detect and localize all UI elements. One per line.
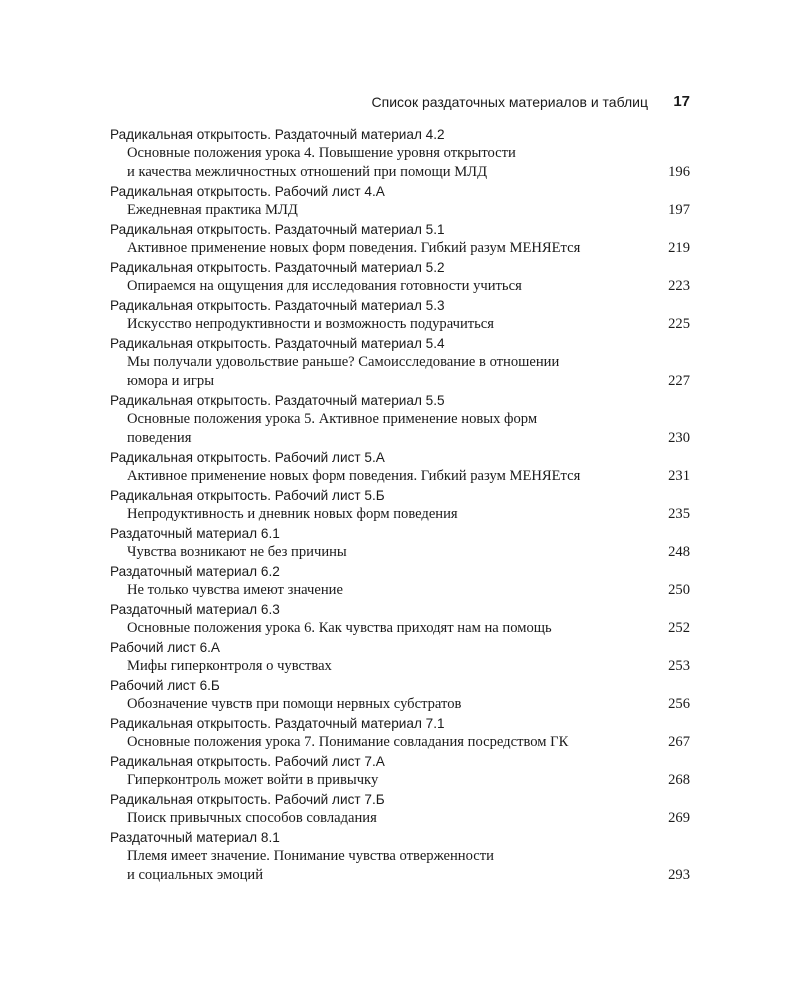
toc-entry-page: 219 xyxy=(668,240,690,256)
toc-entry-title-line: Активное применение новых форм поведения. Гибкий разум МЕНЯЕтся xyxy=(127,468,581,484)
toc-entry-heading: Радикальная открытость. Раздаточный материал 7.1 xyxy=(110,716,445,731)
toc-entry-title-line: юмора и игры xyxy=(127,373,215,389)
toc-entry xyxy=(110,790,690,828)
toc-entry-title xyxy=(127,543,646,562)
toc-entry-title-line: и социальных эмоций xyxy=(127,867,264,883)
toc-entry-title-line: Племя имеет значение. Понимание чувства отверженности xyxy=(127,848,494,864)
toc-entry-heading: Радикальная открытость. Рабочий лист 7.Б xyxy=(110,792,385,807)
toc-entry-title-line: поведения xyxy=(127,430,192,446)
toc-entry xyxy=(110,828,690,885)
toc-entry-heading: Радикальная открытость. Рабочий лист 7.А xyxy=(110,754,385,769)
toc-entry-title xyxy=(127,315,646,334)
toc-entry-title-line: Основные положения урока 7. Понимание совладания посредством ГК xyxy=(127,734,569,750)
toc-entry-heading: Радикальная открытость. Раздаточный материал 5.3 xyxy=(110,298,445,313)
toc-entry xyxy=(110,524,690,562)
toc-entry-heading: Радикальная открытость. Раздаточный материал 5.5 xyxy=(110,393,445,408)
toc-entry-title xyxy=(127,733,646,752)
table-of-contents xyxy=(110,125,690,885)
toc-entry-title-line: Основные положения урока 4. Повышение уровня открытости xyxy=(127,145,516,161)
toc-entry-title-line: Гиперконтроль может войти в привычку xyxy=(127,772,379,788)
toc-entry-title-line: Мы получали удовольствие раньше? Самоисследование в отношении xyxy=(127,354,560,370)
toc-entry-page: 250 xyxy=(668,582,690,598)
toc-entry xyxy=(110,258,690,296)
toc-entry-body xyxy=(110,315,690,334)
toc-entry xyxy=(110,638,690,676)
toc-entry-body xyxy=(110,144,690,182)
toc-entry-title-line: Чувства возникают не без причины xyxy=(127,544,347,560)
toc-entry-page: 253 xyxy=(668,658,690,674)
toc-entry-body xyxy=(110,353,690,391)
toc-entry-heading: Раздаточный материал 6.3 xyxy=(110,602,280,617)
toc-entry-heading: Радикальная открытость. Раздаточный материал 5.2 xyxy=(110,260,445,275)
toc-entry xyxy=(110,486,690,524)
toc-entry-title xyxy=(127,201,646,220)
toc-entry-page: 231 xyxy=(668,468,690,484)
toc-entry-title xyxy=(127,847,646,885)
toc-entry-body xyxy=(110,847,690,885)
toc-entry-page: 293 xyxy=(668,867,690,883)
toc-entry-body xyxy=(110,467,690,486)
toc-entry-body xyxy=(110,809,690,828)
toc-entry-title xyxy=(127,581,646,600)
toc-entry-body xyxy=(110,657,690,676)
toc-entry-page: 225 xyxy=(668,316,690,332)
toc-entry-body xyxy=(110,543,690,562)
toc-entry-title xyxy=(127,505,646,524)
toc-entry-title-line: и качества межличностных отношений при помощи МЛД xyxy=(127,164,488,180)
toc-entry xyxy=(110,334,690,391)
toc-entry xyxy=(110,600,690,638)
toc-entry-title-line: Обозначение чувств при помощи нервных субстратов xyxy=(127,696,462,712)
toc-entry-heading: Раздаточный материал 6.2 xyxy=(110,564,280,579)
toc-entry-title-line: Активное применение новых форм поведения. Гибкий разум МЕНЯЕтся xyxy=(127,240,581,256)
toc-entry xyxy=(110,296,690,334)
toc-entry-page: 256 xyxy=(668,696,690,712)
toc-entry-title xyxy=(127,657,646,676)
toc-entry-page: 227 xyxy=(668,373,690,389)
toc-entry-title xyxy=(127,277,646,296)
toc-entry xyxy=(110,752,690,790)
toc-entry-body xyxy=(110,410,690,448)
running-title: Список раздаточных материалов и таблиц xyxy=(371,94,648,110)
toc-entry xyxy=(110,448,690,486)
toc-entry-page: 196 xyxy=(668,164,690,180)
toc-entry-title xyxy=(127,239,646,258)
toc-entry-title-line: Не только чувства имеют значение xyxy=(127,582,343,598)
toc-entry-body xyxy=(110,771,690,790)
toc-entry-page: 269 xyxy=(668,810,690,826)
toc-entry-title xyxy=(127,410,646,448)
toc-entry-page: 197 xyxy=(668,202,690,218)
toc-entry-title xyxy=(127,695,646,714)
toc-entry xyxy=(110,714,690,752)
toc-entry-heading: Рабочий лист 6.А xyxy=(110,640,220,655)
toc-entry-heading: Радикальная открытость. Раздаточный материал 5.1 xyxy=(110,222,445,237)
toc-entry-heading: Радикальная открытость. Рабочий лист 5.А xyxy=(110,450,385,465)
toc-entry-heading: Раздаточный материал 6.1 xyxy=(110,526,280,541)
toc-entry xyxy=(110,562,690,600)
toc-entry-title xyxy=(127,467,646,486)
toc-entry-title xyxy=(127,353,646,391)
toc-entry xyxy=(110,391,690,448)
toc-entry-body xyxy=(110,581,690,600)
toc-entry-body xyxy=(110,505,690,524)
toc-entry-page: 230 xyxy=(668,430,690,446)
toc-entry xyxy=(110,676,690,714)
toc-entry xyxy=(110,220,690,258)
running-header xyxy=(110,92,690,112)
toc-entry-heading: Радикальная открытость. Рабочий лист 4.А xyxy=(110,184,385,199)
toc-entry-page: 268 xyxy=(668,772,690,788)
toc-entry-body xyxy=(110,277,690,296)
toc-entry-body xyxy=(110,695,690,714)
toc-entry xyxy=(110,182,690,220)
toc-entry-page: 223 xyxy=(668,278,690,294)
toc-entry-title-line: Мифы гиперконтроля о чувствах xyxy=(127,658,332,674)
toc-entry-page: 252 xyxy=(668,620,690,636)
toc-entry-heading: Раздаточный материал 8.1 xyxy=(110,830,280,845)
toc-entry-title-line: Основные положения урока 5. Активное применение новых форм xyxy=(127,411,538,427)
toc-entry-heading: Радикальная открытость. Раздаточный материал 4.2 xyxy=(110,127,445,142)
toc-entry-heading: Радикальная открытость. Рабочий лист 5.Б xyxy=(110,488,385,503)
toc-entry-title-line: Поиск привычных способов совладания xyxy=(127,810,377,826)
toc-entry-heading: Радикальная открытость. Раздаточный материал 5.4 xyxy=(110,336,445,351)
toc-entry-title xyxy=(127,144,646,182)
toc-entry-page: 267 xyxy=(668,734,690,750)
toc-entry xyxy=(110,125,690,182)
toc-entry-title xyxy=(127,619,646,638)
page-number: 17 xyxy=(673,93,690,110)
toc-entry-body xyxy=(110,201,690,220)
toc-entry-title-line: Основные положения урока 6. Как чувства приходят нам на помощь xyxy=(127,620,552,636)
toc-entry-title-line: Опираемся на ощущения для исследования готовности учиться xyxy=(127,278,522,294)
toc-entry-page: 248 xyxy=(668,544,690,560)
toc-entry-heading: Рабочий лист 6.Б xyxy=(110,678,220,693)
toc-entry-title-line: Искусство непродуктивности и возможность подурачиться xyxy=(127,316,494,332)
toc-entry-page: 235 xyxy=(668,506,690,522)
toc-entry-body xyxy=(110,239,690,258)
toc-entry-title xyxy=(127,771,646,790)
toc-entry-title-line: Непродуктивность и дневник новых форм поведения xyxy=(127,506,458,522)
toc-entry-title xyxy=(127,809,646,828)
toc-entry-body xyxy=(110,733,690,752)
toc-entry-title-line: Ежедневная практика МЛД xyxy=(127,202,298,218)
toc-entry-body xyxy=(110,619,690,638)
